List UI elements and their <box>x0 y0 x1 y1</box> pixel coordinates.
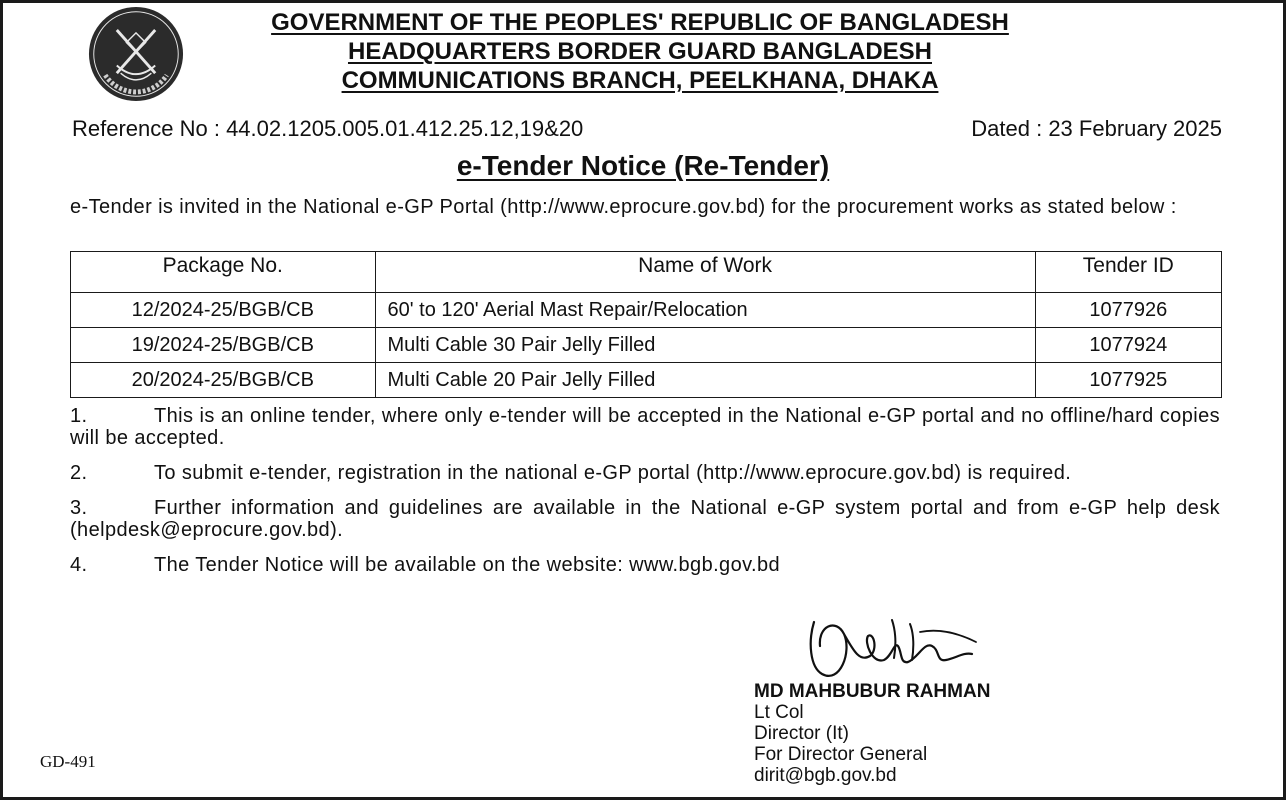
reference-number: Reference No : 44.02.1205.005.01.412.25.12,19&20 <box>72 116 584 141</box>
list-item <box>70 554 1220 576</box>
form-code: GD-491 <box>40 752 96 771</box>
date-line: Dated : 23 February 2025 <box>971 116 1222 141</box>
column-header-package: Package No. <box>71 252 376 293</box>
letterhead-line-branch: COMMUNICATIONS BRANCH, PEELKHANA, DHAKA <box>341 67 939 94</box>
list-item <box>70 497 1220 541</box>
table-row <box>71 328 1222 363</box>
table-row <box>71 363 1222 398</box>
notice-title: e-Tender Notice (Re-Tender) <box>456 150 830 181</box>
note-text: The Tender Notice will be available on the website: www.bgb.gov.bd <box>154 554 781 576</box>
table-header-row <box>71 252 1222 293</box>
column-header-work: Name of Work <box>375 252 1035 293</box>
tender-id-cell: 1077925 <box>1035 363 1221 398</box>
note-number: 3. <box>70 497 88 519</box>
package-number-cell: 12/2024-25/BGB/CB <box>71 293 376 328</box>
list-item <box>70 405 1220 449</box>
tender-table <box>70 251 1222 398</box>
work-name-cell: 60' to 120' Aerial Mast Repair/Relocation <box>375 293 1035 328</box>
signatory-on-behalf: For Director General <box>754 744 928 765</box>
signatory-designation: Director (It) <box>754 723 849 744</box>
handwritten-signature <box>800 612 980 692</box>
package-number-cell: 19/2024-25/BGB/CB <box>71 328 376 363</box>
letterhead-line-headquarters: HEADQUARTERS BORDER GUARD BANGLADESH <box>347 38 932 65</box>
note-number: 4. <box>70 554 88 576</box>
column-header-tender-id: Tender ID <box>1035 252 1221 293</box>
note-text: Further information and guidelines are available in the National e-GP system portal and from e-GP help desk (helpdesk@eprocure.gov.bd). <box>70 497 1220 541</box>
signatory-email: dirit@bgb.gov.bd <box>754 765 897 786</box>
tender-id-cell: 1077924 <box>1035 328 1221 363</box>
work-name-cell: Multi Cable 20 Pair Jelly Filled <box>375 363 1035 398</box>
notes-list <box>70 405 1220 589</box>
signatory-name: MD MAHBUBUR RAHMAN <box>754 681 991 702</box>
letterhead <box>200 8 1080 95</box>
note-number: 2. <box>70 462 88 484</box>
note-text: This is an online tender, where only e-tender will be accepted in the National e-GP portal and no offline/hard copies will be accepted. <box>70 405 1220 449</box>
package-number-cell: 20/2024-25/BGB/CB <box>71 363 376 398</box>
signatory-rank: Lt Col <box>754 702 804 723</box>
tender-id-cell: 1077926 <box>1035 293 1221 328</box>
list-item <box>70 462 1220 484</box>
signatory-block <box>754 681 990 786</box>
bgb-emblem-icon <box>88 6 184 102</box>
letterhead-line-government: GOVERNMENT OF THE PEOPLES' REPUBLIC OF BANGLADESH <box>271 9 1009 36</box>
table-row <box>71 293 1222 328</box>
note-text: To submit e-tender, registration in the national e-GP portal (http://www.eprocure.gov.bd) is required. <box>154 462 1072 484</box>
intro-paragraph: e-Tender is invited in the National e-GP Portal (http://www.eprocure.gov.bd) for the procurement works as stated below : <box>70 196 1177 218</box>
work-name-cell: Multi Cable 30 Pair Jelly Filled <box>375 328 1035 363</box>
note-number: 1. <box>70 405 88 427</box>
